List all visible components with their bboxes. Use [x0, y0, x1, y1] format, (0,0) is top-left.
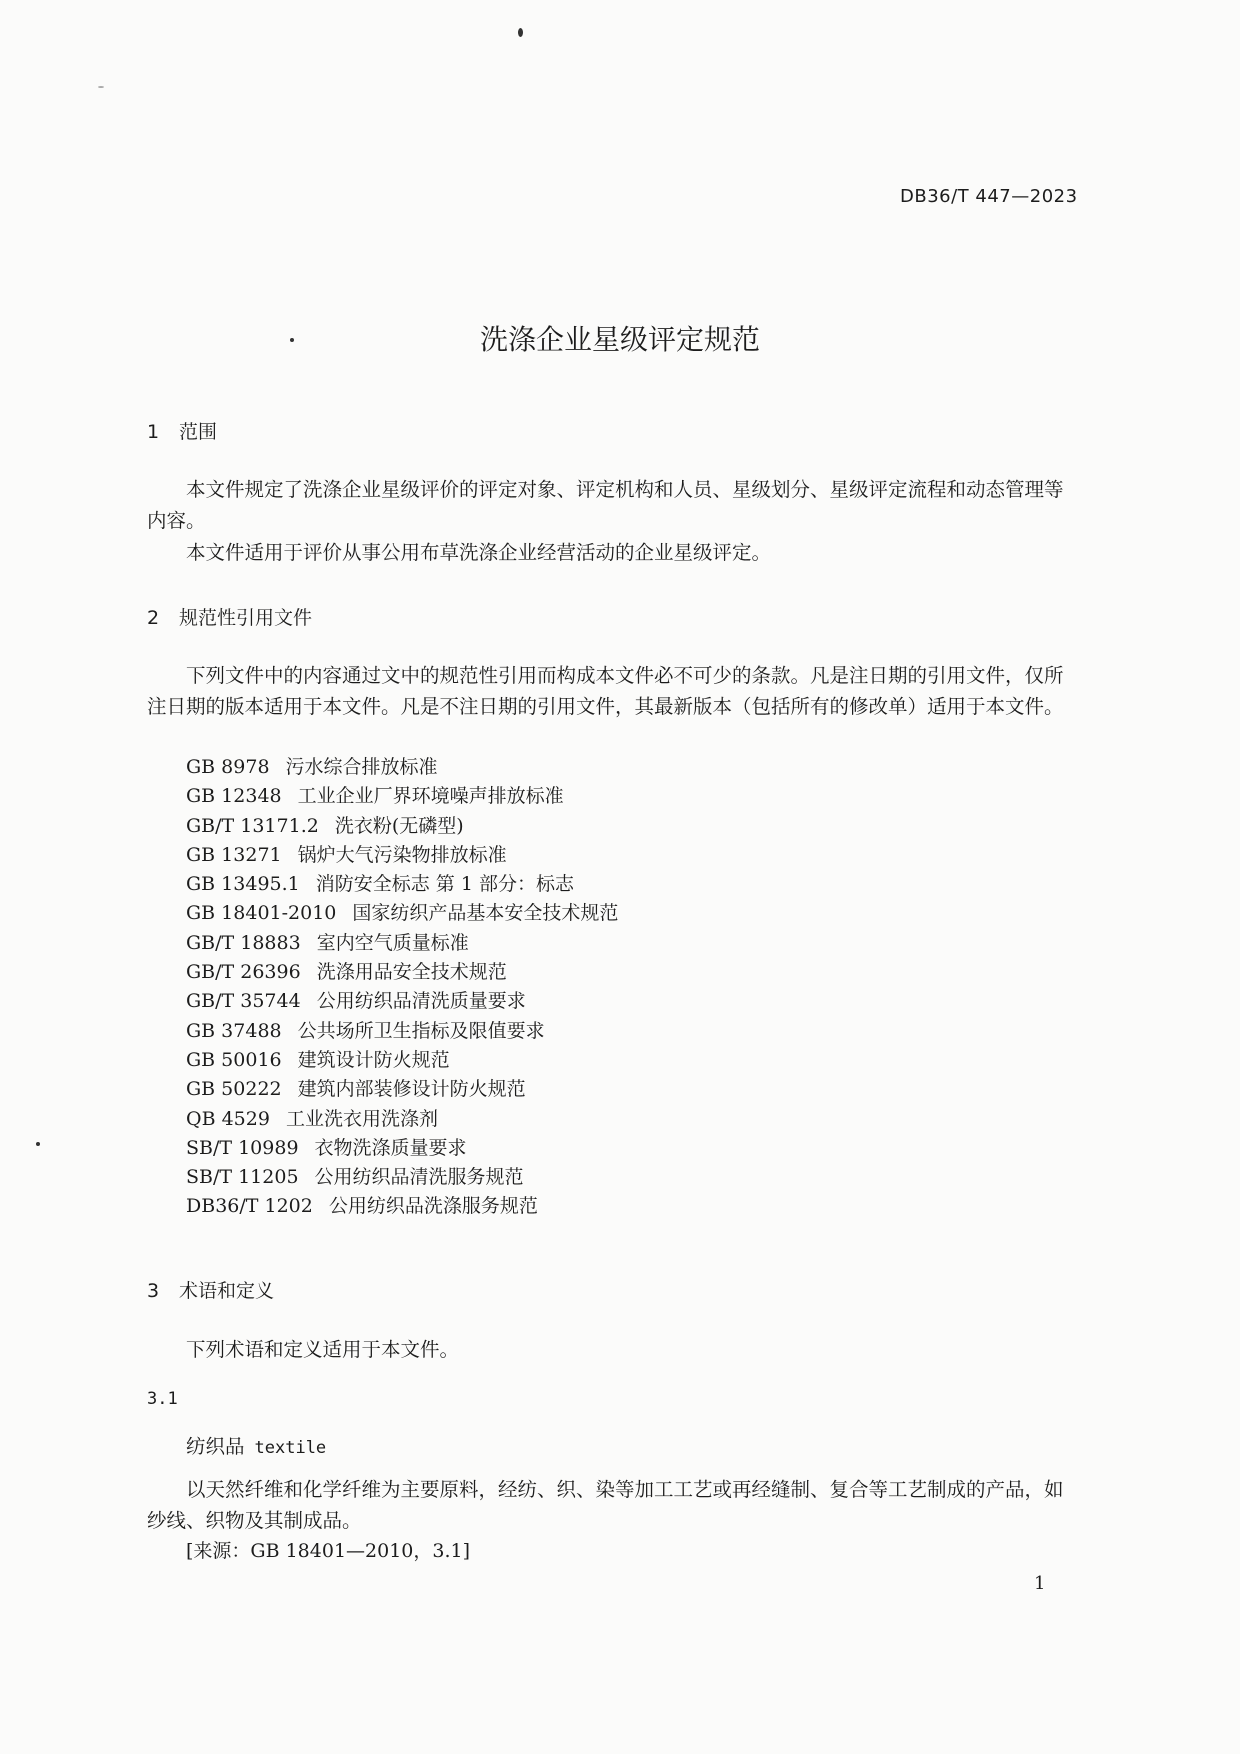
reference-code: GB/T 18883 — [186, 931, 301, 954]
list-item — [186, 899, 618, 928]
reference-code: GB/T 26396 — [186, 961, 301, 984]
section-number: 1 — [147, 421, 160, 443]
section-number: 2 — [147, 607, 160, 629]
reference-title: 建筑内部装修设计防火规范 — [297, 1078, 526, 1101]
reference-title: 污水综合排放标准 — [285, 756, 438, 778]
reference-title: 公用纺织品清洗服务规范 — [314, 1166, 524, 1189]
list-item — [186, 841, 618, 870]
list-item — [186, 1105, 618, 1134]
reference-title: 公共场所卫生指标及限值要求 — [297, 1019, 545, 1042]
reference-title: 公用纺织品清洗质量要求 — [316, 990, 526, 1013]
reference-code: GB 50016 — [186, 1048, 282, 1071]
section-number: 3 — [147, 1280, 160, 1302]
reference-code: GB/T 35744 — [186, 990, 301, 1013]
reference-code: DB36/T 1202 — [186, 1195, 313, 1218]
term-name: 纺织品 — [186, 1435, 245, 1458]
section-heading-terms-definitions — [147, 1276, 274, 1303]
section-heading-scope — [147, 417, 217, 444]
reference-title: 洗衣粉(无磷型) — [334, 814, 464, 837]
reference-title: 工业洗衣用洗涤剂 — [285, 1107, 438, 1130]
reference-code: GB 50222 — [186, 1078, 282, 1101]
section-title: 范围 — [179, 421, 218, 443]
list-item — [186, 929, 618, 958]
reference-title: 锅炉大气污染物排放标准 — [297, 843, 507, 866]
reference-title: 衣物洗涤质量要求 — [314, 1136, 467, 1159]
reference-code: GB 18401-2010 — [186, 902, 337, 925]
reference-code: QB 4529 — [186, 1107, 270, 1130]
scope-paragraph-1: 本文件规定了洗涤企业星级评价的评定对象、评定机构和人员、星级划分、星级评定流程和动态管理等内容。 — [147, 478, 1064, 532]
reference-code: GB 13495.1 — [186, 873, 300, 896]
page-number: 1 — [1034, 1573, 1046, 1594]
scan-speck — [98, 86, 104, 88]
reference-list — [186, 753, 618, 1222]
reference-title: 消防安全标志 第 1 部分：标志 — [315, 873, 574, 896]
reference-title: 公用纺织品洗涤服务规范 — [328, 1195, 538, 1218]
scan-speck — [36, 1142, 40, 1146]
list-item — [186, 870, 618, 899]
reference-title: 国家纺织产品基本安全技术规范 — [352, 902, 619, 925]
reference-title: 洗涤用品安全技术规范 — [316, 961, 507, 984]
scope-paragraph-2: 本文件适用于评价从事公用布草洗涤企业经营活动的企业星级评定。 — [186, 541, 772, 564]
document-code: DB36/T 447—2023 — [900, 186, 1078, 207]
scan-speck — [518, 28, 523, 37]
list-item — [186, 1163, 618, 1192]
reference-code: SB/T 10989 — [186, 1136, 299, 1159]
list-item — [186, 1075, 618, 1104]
term-heading — [186, 1431, 326, 1459]
section-heading-normative-references — [147, 603, 312, 630]
term-name-en: textile — [254, 1438, 327, 1458]
reference-code: SB/T 11205 — [186, 1166, 299, 1189]
section-title: 规范性引用文件 — [179, 607, 313, 629]
list-item — [186, 1046, 618, 1075]
list-item — [186, 1134, 618, 1163]
reference-title: 工业企业厂界环境噪声排放标准 — [297, 785, 564, 808]
list-item — [186, 1017, 618, 1046]
term-definition: 以天然纤维和化学纤维为主要原料，经纺、织、染等加工工艺或再经缝制、复合等工艺制成的产品，如纱线、织物及其制成品。 — [147, 1478, 1064, 1532]
references-intro: 下列文件中的内容通过文中的规范性引用而构成本文件必不可少的条款。凡是注日期的引用文件，仅所注日期的版本适用于本文件。凡是不注日期的引用文件，其最新版本（包括所有的修改单）适用于本文件。 — [147, 664, 1064, 718]
reference-title: 建筑设计防火规范 — [297, 1048, 450, 1071]
list-item — [186, 812, 618, 841]
reference-code: GB 12348 — [186, 785, 282, 808]
term-source: [来源：GB 18401—2010，3.1] — [186, 1540, 471, 1562]
reference-code: GB 37488 — [186, 1019, 282, 1042]
section-title: 术语和定义 — [179, 1280, 275, 1302]
list-item — [186, 782, 618, 811]
reference-title: 室内空气质量标准 — [316, 931, 469, 954]
term-number: 3.1 — [147, 1389, 178, 1409]
list-item — [186, 958, 618, 987]
reference-code: GB 8978 — [186, 756, 270, 778]
reference-code: GB/T 13171.2 — [186, 814, 319, 837]
terms-intro: 下列术语和定义适用于本文件。 — [186, 1338, 460, 1361]
reference-code: GB 13271 — [186, 843, 282, 866]
list-item — [186, 1192, 618, 1221]
document-title: 洗涤企业星级评定规范 — [479, 323, 760, 356]
list-item — [186, 987, 618, 1016]
list-item — [186, 753, 618, 782]
